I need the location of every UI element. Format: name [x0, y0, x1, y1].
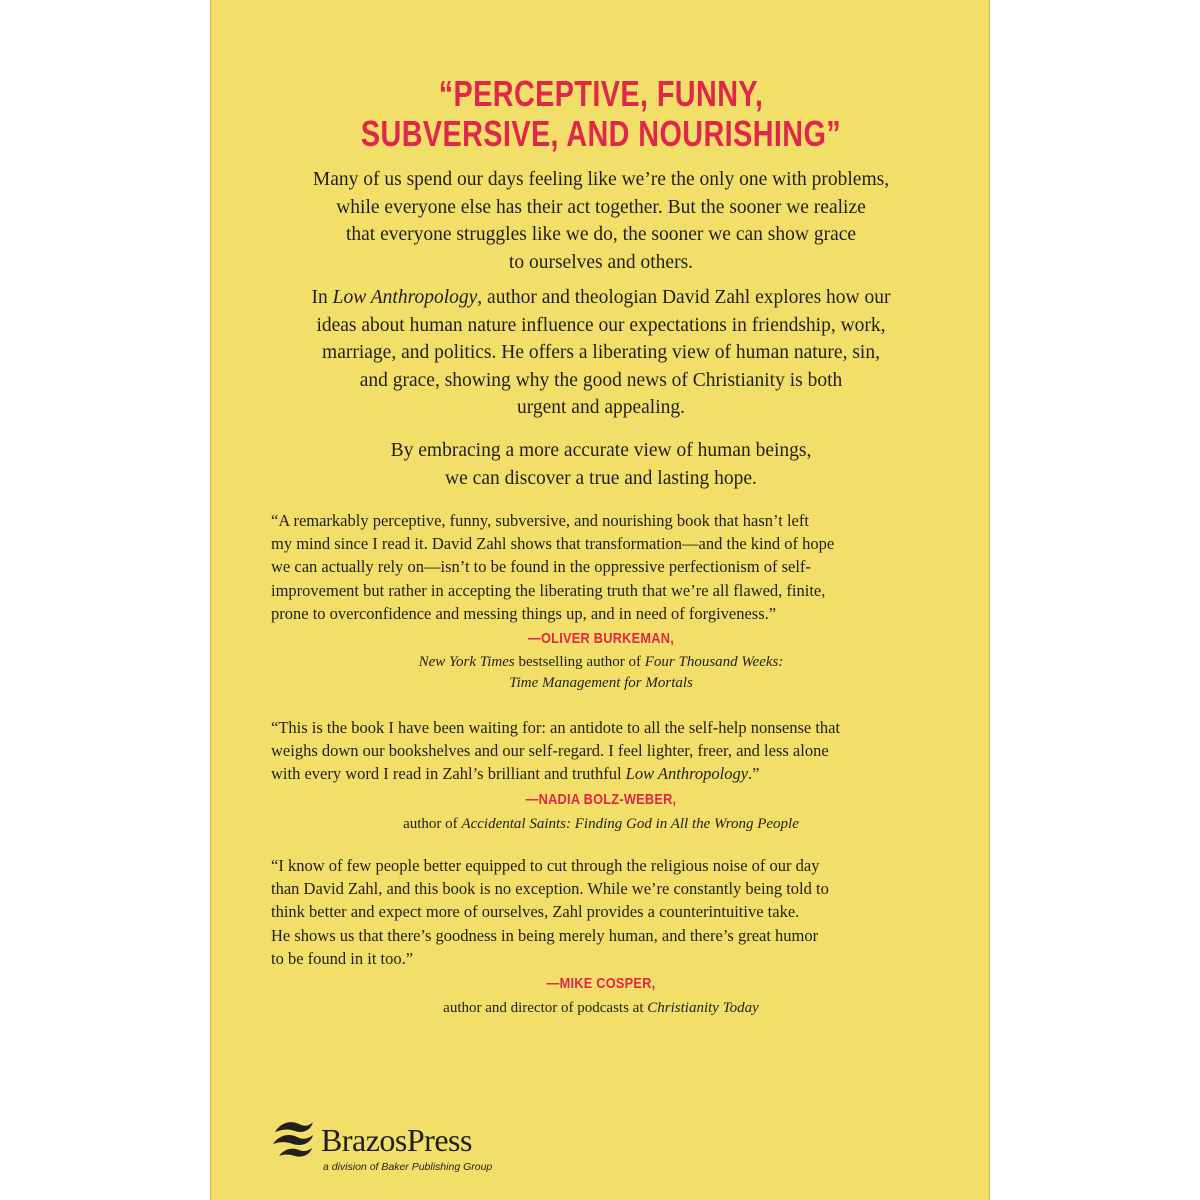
blurb-line: that everyone struggles like we do, the sooner we can show grace [345, 224, 857, 245]
quote-line: than David Zahl, and this book is no exception. While we’re constantly being told to [271, 879, 829, 899]
endorser-description-1 [211, 652, 991, 694]
publisher-logo [271, 1118, 531, 1178]
endorser-name-2: —NADIA BOLZ-WEBER, [525, 791, 677, 808]
quote-line: improvement but rather in accepting the liberating truth that we’re all flawed, finite, [271, 580, 826, 600]
endorsement-quote-2 [271, 716, 961, 786]
quote-text: with every word I read in Zahl’s brilliant and truthful [271, 764, 626, 784]
headline-line-1: “PERCEPTIVE, FUNNY, [438, 73, 764, 114]
quote-line: think better and expect more of ourselves, Zahl provides a counterintuitive take. [271, 902, 800, 922]
blurb-line: Many of us spend our days feeling like we’re the only one with problems, [312, 169, 890, 190]
quote-line: “A remarkably perceptive, funny, subversive, and nourishing book that hasn’t left [271, 511, 809, 530]
description-line [211, 998, 991, 1019]
blurb-text: In [311, 287, 333, 308]
blurb-text: , author and theologian David Zahl explores how our [477, 287, 891, 308]
endorsement-quote-3 [271, 854, 961, 970]
book-back-cover [210, 0, 990, 1200]
quote-line: He shows us that there’s goodness in being merely human, and there’s great humor [271, 925, 819, 945]
headline-line-2: SUBVERSIVE, AND NOURISHING” [360, 113, 842, 154]
blurb-line: marriage, and politics. He offers a liberating view of human nature, sin, [322, 342, 880, 363]
publication-name: Christianity Today [647, 1000, 759, 1016]
endorser-name-3: —MIKE COSPER, [546, 975, 656, 992]
publisher-tagline: a division of Baker Publishing Group [323, 1161, 493, 1173]
blurb-line: we can discover a true and lasting hope. [445, 467, 757, 489]
blurb-line [211, 284, 991, 312]
blurb-line: urgent and appealing. [516, 397, 686, 418]
blurb-paragraph-3 [211, 437, 991, 492]
endorser-name-1: —OLIVER BURKEMAN, [527, 630, 675, 647]
description-text: author of [403, 816, 462, 832]
description-line [211, 652, 991, 673]
blurb-paragraph-2 [211, 284, 991, 422]
quote-line: “This is the book I have been waiting for: an antidote to all the self-help nonsense that [271, 718, 841, 737]
publication-name: New York Times [418, 654, 515, 670]
book-title: Four Thousand Weeks: [644, 654, 784, 670]
quote-line: to be found in it too.” [271, 948, 414, 968]
brazos-wave-icon [271, 1118, 319, 1160]
quote-line [271, 762, 961, 785]
quote-line: my mind since I read it. David Zahl shows that transformation—and the kind of hope [271, 534, 835, 554]
book-title: Low Anthropology [625, 764, 749, 784]
book-title: Accidental Saints: Finding God in All the Wrong People [461, 816, 799, 832]
endorser-description-2 [211, 814, 991, 835]
description-text: bestselling author of [514, 654, 645, 670]
quote-line: weighs down our bookshelves and our self-regard. I feel lighter, freer, and less alone [271, 741, 829, 761]
book-title: Low Anthropology [332, 287, 478, 308]
description-text: author and director of podcasts at [443, 1000, 648, 1016]
blurb-line: to ourselves and others. [508, 251, 694, 273]
blurb-paragraph-1 [211, 166, 991, 276]
publisher-name: BrazosPress [321, 1122, 472, 1158]
description-line [211, 814, 991, 835]
quote-line: “I know of few people better equipped to cut through the religious noise of our day [271, 856, 820, 875]
quote-line: prone to overconfidence and messing things up, and in need of forgiveness.” [271, 603, 777, 623]
quote-text: .” [748, 764, 760, 784]
blurb-line: while everyone else has their act together. But the sooner we realize [336, 196, 866, 218]
quote-line: we can actually rely on—isn’t to be found in the oppressive perfectionism of self- [271, 557, 811, 577]
book-title: Time Management for Mortals [509, 675, 693, 691]
blurb-line: and grace, showing why the good news of Christianity is both [359, 369, 843, 391]
endorser-description-3 [211, 998, 991, 1019]
blurb-line: By embracing a more accurate view of human beings, [390, 440, 812, 461]
blurb-line: ideas about human nature influence our expectations in friendship, work, [316, 314, 886, 336]
description-line [211, 673, 991, 694]
endorsement-quote-1 [271, 509, 961, 625]
